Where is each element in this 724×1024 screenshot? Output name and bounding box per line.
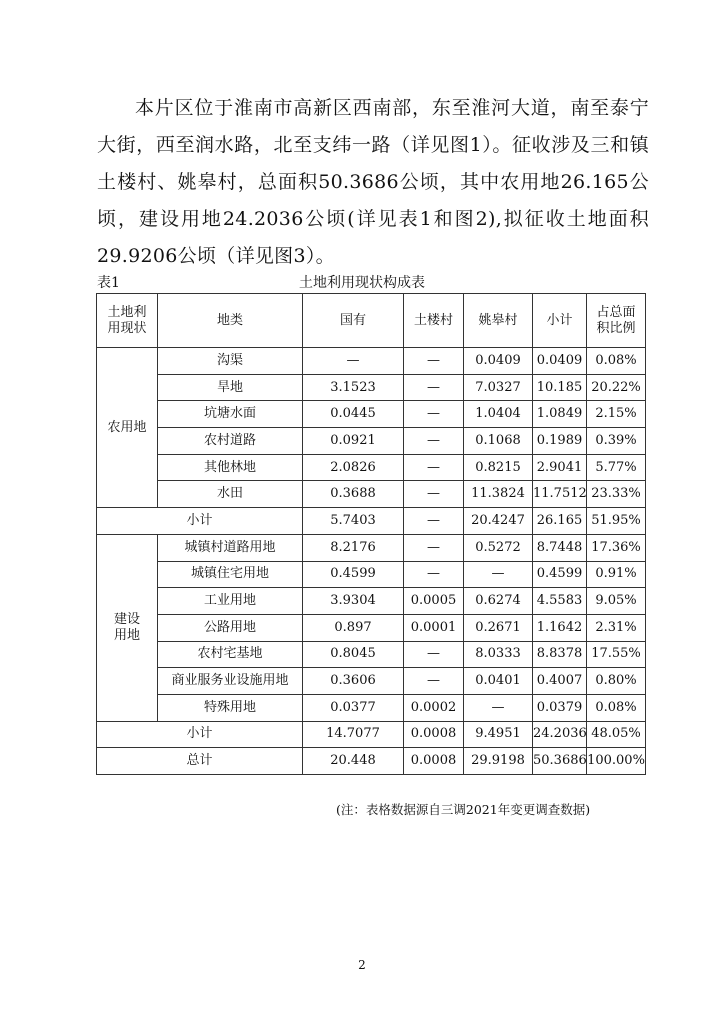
- cell-subtotal: 10.185: [533, 374, 587, 401]
- cell-type: 城镇村道路用地: [158, 534, 303, 561]
- table-row: [97, 694, 646, 721]
- cell-yaogao: 0.6274: [464, 588, 533, 615]
- cell-subtotal: 11.7512: [533, 481, 587, 508]
- cell-state: 8.2176: [303, 534, 404, 561]
- cell-state: 0.0445: [303, 401, 404, 428]
- table-row: [97, 614, 646, 641]
- cell-state: 3.1523: [303, 374, 404, 401]
- cell-tulou: —: [404, 668, 464, 695]
- cell-tulou: —: [404, 534, 464, 561]
- subtotal-row-construction: [97, 721, 646, 748]
- cell-subtotal: 8.8378: [533, 641, 587, 668]
- cell-yaogao: 29.9198: [464, 748, 533, 775]
- cell-ratio: 0.08%: [587, 694, 646, 721]
- cell-ratio: 51.95%: [587, 508, 646, 535]
- cell-tulou: 0.0001: [404, 614, 464, 641]
- cell-ratio: 17.36%: [587, 534, 646, 561]
- cell-ratio: 23.33%: [587, 481, 646, 508]
- cell-subtotal: 8.7448: [533, 534, 587, 561]
- cell-tulou: —: [404, 454, 464, 481]
- table-row: [97, 428, 646, 455]
- cell-type: 农村道路: [158, 428, 303, 455]
- cell-yaogao: 0.0401: [464, 668, 533, 695]
- cell-yaogao: 8.0333: [464, 641, 533, 668]
- cell-tulou: —: [404, 561, 464, 588]
- cell-tulou: —: [404, 348, 464, 375]
- cell-yaogao: 0.1068: [464, 428, 533, 455]
- cell-type: 坑塘水面: [158, 401, 303, 428]
- cell-subtotal: 24.2036: [533, 721, 587, 748]
- cell-state: 0.3606: [303, 668, 404, 695]
- cell-state: 3.9304: [303, 588, 404, 615]
- cell-type: 特殊用地: [158, 694, 303, 721]
- table-row: [97, 534, 646, 561]
- table-row: [97, 454, 646, 481]
- cell-state: —: [303, 348, 404, 375]
- cell-ratio: 2.15%: [587, 401, 646, 428]
- cell-subtotal: 50.3686: [533, 748, 587, 775]
- group-label-agricultural: 农用地: [97, 348, 158, 508]
- header-subtotal: 小计: [533, 294, 587, 348]
- cell-yaogao: 9.4951: [464, 721, 533, 748]
- subtotal-label: 小计: [97, 508, 303, 535]
- cell-subtotal: 4.5583: [533, 588, 587, 615]
- cell-state: 0.4599: [303, 561, 404, 588]
- cell-state: 0.3688: [303, 481, 404, 508]
- cell-yaogao: 11.3824: [464, 481, 533, 508]
- cell-type: 水田: [158, 481, 303, 508]
- land-use-table: [96, 293, 646, 775]
- table-row: [97, 348, 646, 375]
- cell-yaogao: —: [464, 694, 533, 721]
- cell-ratio: 0.91%: [587, 561, 646, 588]
- cell-subtotal: 0.0379: [533, 694, 587, 721]
- table-label: 表1: [97, 275, 120, 291]
- cell-tulou: 0.0002: [404, 694, 464, 721]
- cell-yaogao: 0.0409: [464, 348, 533, 375]
- subtotal-label: 小计: [97, 721, 303, 748]
- cell-tulou: —: [404, 401, 464, 428]
- cell-subtotal: 0.0409: [533, 348, 587, 375]
- cell-tulou: —: [404, 374, 464, 401]
- cell-state: 20.448: [303, 748, 404, 775]
- cell-subtotal: 2.9041: [533, 454, 587, 481]
- cell-tulou: 0.0005: [404, 588, 464, 615]
- cell-subtotal: 0.4007: [533, 668, 587, 695]
- cell-subtotal: 0.1989: [533, 428, 587, 455]
- cell-subtotal: 0.4599: [533, 561, 587, 588]
- cell-ratio: 0.80%: [587, 668, 646, 695]
- cell-type: 工业用地: [158, 588, 303, 615]
- cell-yaogao: —: [464, 561, 533, 588]
- table-row: [97, 481, 646, 508]
- cell-subtotal: 1.1642: [533, 614, 587, 641]
- cell-ratio: 9.05%: [587, 588, 646, 615]
- total-row: [97, 748, 646, 775]
- cell-state: 14.7077: [303, 721, 404, 748]
- cell-type: 公路用地: [158, 614, 303, 641]
- cell-yaogao: 20.4247: [464, 508, 533, 535]
- cell-tulou: 0.0008: [404, 748, 464, 775]
- table-title: 土地利用现状构成表: [299, 275, 425, 291]
- cell-ratio: 0.08%: [587, 348, 646, 375]
- cell-tulou: —: [404, 641, 464, 668]
- cell-state: 0.8045: [303, 641, 404, 668]
- table-row: [97, 374, 646, 401]
- cell-yaogao: 0.5272: [464, 534, 533, 561]
- cell-yaogao: 0.2671: [464, 614, 533, 641]
- table-row: [97, 401, 646, 428]
- cell-ratio: 5.77%: [587, 454, 646, 481]
- cell-state: 0.0377: [303, 694, 404, 721]
- cell-subtotal: 26.165: [533, 508, 587, 535]
- cell-type: 商业服务业设施用地: [158, 668, 303, 695]
- cell-type: 其他林地: [158, 454, 303, 481]
- cell-state: 5.7403: [303, 508, 404, 535]
- table-row: [97, 668, 646, 695]
- group-label-construction: 建设用地: [97, 534, 158, 721]
- table-note: (注：表格数据源自三调2021年变更调查数据): [336, 802, 591, 817]
- header-state-owned: 国有: [303, 294, 404, 348]
- header-land-use-status: 土地利用现状: [97, 294, 158, 348]
- cell-yaogao: 0.8215: [464, 454, 533, 481]
- total-label: 总计: [97, 748, 303, 775]
- table-row: [97, 588, 646, 615]
- subtotal-row-agricultural: [97, 508, 646, 535]
- table-row: [97, 561, 646, 588]
- cell-ratio: 2.31%: [587, 614, 646, 641]
- table-header-row: [97, 294, 646, 348]
- cell-type: 城镇住宅用地: [158, 561, 303, 588]
- cell-ratio: 20.22%: [587, 374, 646, 401]
- header-yaogao-village: 姚皋村: [464, 294, 533, 348]
- cell-tulou: 0.0008: [404, 721, 464, 748]
- header-ratio: 占总面积比例: [587, 294, 646, 348]
- cell-type: 旱地: [158, 374, 303, 401]
- intro-paragraph: 本片区位于淮南市高新区西南部，东至淮河大道，南至泰宁大街，西至润水路，北至支纬一路（详见图1）。征收涉及三和镇土楼村、姚皋村，总面积50.3686公顷，其中农用地26.165公顷，建设用地24.2036公顷(详见表1和图2),拟征收土地面积29.9206公顷（详见图3）。: [97, 97, 649, 267]
- cell-state: 0.897: [303, 614, 404, 641]
- cell-yaogao: 7.0327: [464, 374, 533, 401]
- cell-type: 沟渠: [158, 348, 303, 375]
- cell-ratio: 100.00%: [587, 748, 646, 775]
- cell-ratio: 0.39%: [587, 428, 646, 455]
- cell-subtotal: 1.0849: [533, 401, 587, 428]
- cell-tulou: —: [404, 428, 464, 455]
- cell-type: 农村宅基地: [158, 641, 303, 668]
- header-land-type: 地类: [158, 294, 303, 348]
- cell-tulou: —: [404, 481, 464, 508]
- cell-tulou: —: [404, 508, 464, 535]
- cell-state: 0.0921: [303, 428, 404, 455]
- cell-state: 2.0826: [303, 454, 404, 481]
- cell-yaogao: 1.0404: [464, 401, 533, 428]
- cell-ratio: 48.05%: [587, 721, 646, 748]
- header-tulou-village: 土楼村: [404, 294, 464, 348]
- page-number: 2: [358, 958, 366, 972]
- table-row: [97, 641, 646, 668]
- cell-ratio: 17.55%: [587, 641, 646, 668]
